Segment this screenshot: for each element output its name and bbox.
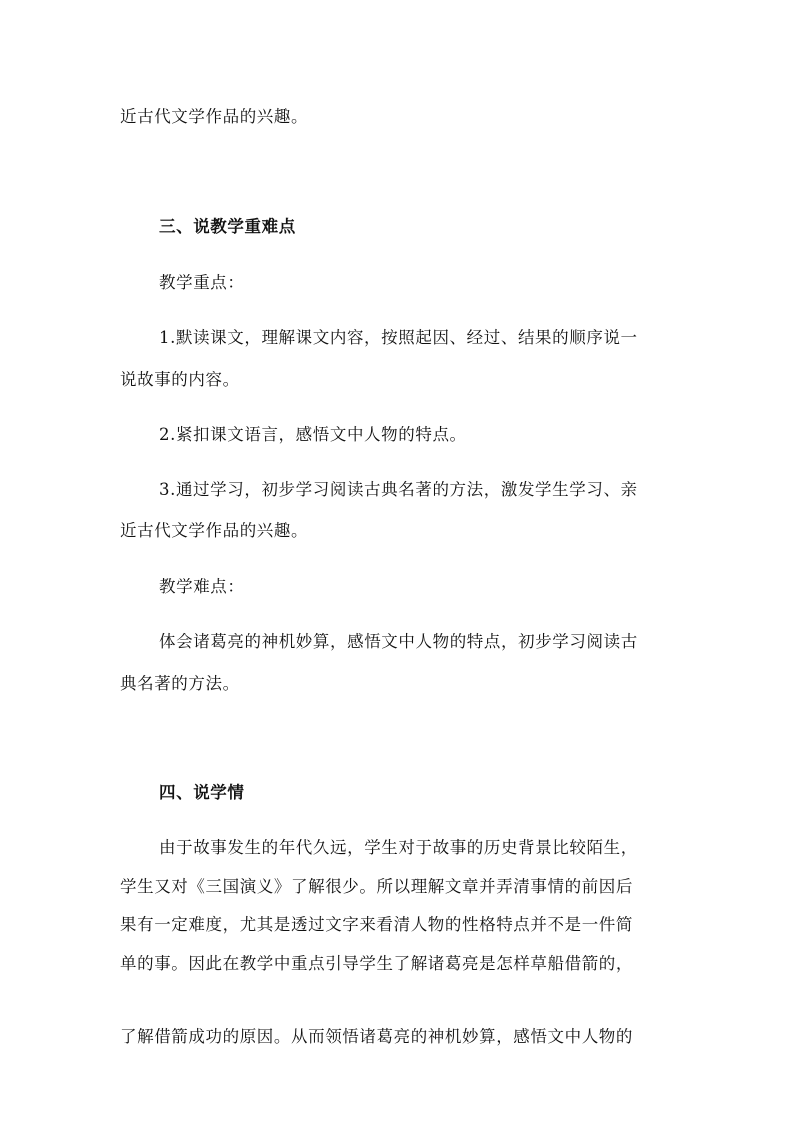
focus-item-1-line-1: 1.默读课文，理解课文内容，按照起因、经过、结果的顺序说一 [159,328,638,347]
focus-item-3-line-2: 近古代文学作品的兴趣。 [120,521,309,540]
situation-line-1: 由于故事发生的年代久远，学生对于故事的历史背景比较陌生， [159,838,638,857]
difficulty-line-1: 体会诸葛亮的神机妙算，感悟文中人物的特点，初步学习阅读古 [159,632,638,651]
continuation-line: 近古代文学作品的兴趣。 [120,107,309,126]
focus-item-1-line-2: 说故事的内容。 [120,370,240,389]
situation-line-4: 单的事。因此在教学中重点引导学生了解诸葛亮是怎样草船借箭的， [120,954,633,973]
situation-line-2: 学生又对《三国演义》了解很少。所以理解文章并弄清事情的前因后 [120,877,633,896]
difficulty-line-2: 典名著的方法。 [120,674,240,693]
focus-item-2: 2.紧扣课文语言，感悟文中人物的特点。 [159,425,467,444]
teaching-difficulty-label: 教学难点： [159,577,245,596]
focus-item-3-line-1: 3.通过学习，初步学习阅读古典名著的方法，激发学生学习、亲 [159,480,638,499]
section-4-heading: 四、说学情 [159,783,245,802]
section-3-heading: 三、说教学重难点 [159,217,296,236]
situation-line-3: 果有一定难度，尤其是透过文字来看清人物的性格特点并不是一件简 [120,915,633,934]
teaching-focus-label: 教学重点： [159,273,245,292]
situation-line-5: 了解借箭成功的原因。从而领悟诸葛亮的神机妙算，感悟文中人物的 [120,1027,633,1046]
